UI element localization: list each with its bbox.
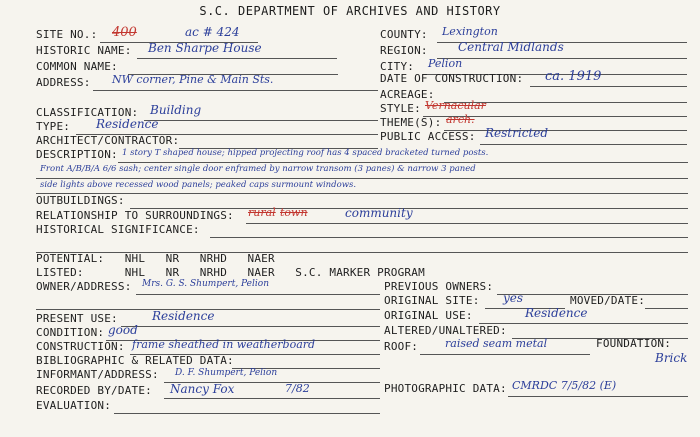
condition-value: good bbox=[108, 323, 138, 337]
public-access-value: Restricted bbox=[485, 126, 549, 140]
bibliographic-label: BIBLIOGRAPHIC & RELATED DATA: bbox=[36, 354, 234, 367]
foundation-label: FOUNDATION: bbox=[596, 337, 672, 350]
moved-date-label: MOVED/DATE: bbox=[570, 294, 646, 307]
region-value: Central Midlands bbox=[458, 40, 564, 54]
listed-label: LISTED: NHL NR NRHD NAER S.C. MARKER PROGRAM bbox=[36, 266, 425, 279]
classification-label: CLASSIFICATION: bbox=[36, 106, 139, 119]
theme-crossed: arch. bbox=[446, 113, 475, 126]
description-label: DESCRIPTION: bbox=[36, 148, 118, 161]
style-label: STYLE: bbox=[380, 102, 421, 115]
present-use-value: Residence bbox=[152, 309, 215, 323]
construction-value: frame sheathed in weatherboard bbox=[132, 338, 316, 351]
style-crossed: Vernacular bbox=[425, 99, 486, 112]
relationship-crossed-rural: rural bbox=[248, 206, 276, 219]
site-no-crossed: 400 bbox=[112, 25, 137, 40]
relationship-line bbox=[246, 223, 688, 224]
relationship-value: community bbox=[345, 206, 413, 220]
evaluation-label: EVALUATION: bbox=[36, 399, 112, 412]
owner-address-value: Mrs. G. S. Shumpert, Pelion bbox=[142, 279, 269, 289]
relationship-label: RELATIONSHIP TO SURROUNDINGS: bbox=[36, 209, 234, 222]
historic-name-value: Ben Sharpe House bbox=[148, 41, 262, 55]
themes-line bbox=[444, 130, 687, 131]
region-line bbox=[437, 58, 687, 59]
page-title: S.C. DEPARTMENT OF ARCHIVES AND HISTORY bbox=[199, 4, 501, 18]
owner-address-label: OWNER/ADDRESS: bbox=[36, 280, 132, 293]
type-value: Residence bbox=[96, 117, 159, 131]
description-line-1 bbox=[118, 162, 688, 163]
original-use-label: ORIGINAL USE: bbox=[384, 309, 473, 322]
recorded-by-value: Nancy Fox bbox=[170, 382, 235, 396]
historic-name-label: HISTORIC NAME: bbox=[36, 44, 132, 57]
description-line-2 bbox=[36, 178, 688, 179]
construction-label: CONSTRUCTION: bbox=[36, 340, 125, 353]
condition-label: CONDITION: bbox=[36, 326, 105, 339]
photographic-data-value: CMRDC 7/5/82 (E) bbox=[512, 379, 617, 392]
classification-value: Building bbox=[150, 103, 202, 117]
description-text-1: 1 story T shaped house; hipped projecting roof has 4 spaced bracketed turned posts. bbox=[122, 148, 489, 158]
informant-value: D. F. Shumpert, Pelion bbox=[175, 368, 278, 378]
evaluation-line bbox=[114, 413, 380, 414]
present-use-label: PRESENT USE: bbox=[36, 312, 118, 325]
site-no-label: SITE NO.: bbox=[36, 28, 98, 41]
city-value: Pelion bbox=[428, 57, 463, 70]
address-label: ADDRESS: bbox=[36, 76, 91, 89]
acreage-label: ACREAGE: bbox=[380, 88, 435, 101]
previous-owners-label: PREVIOUS OWNERS: bbox=[384, 280, 494, 293]
foundation-value: Brick bbox=[655, 351, 688, 365]
relationship-crossed-town: town bbox=[280, 206, 308, 219]
original-use-value: Residence bbox=[525, 306, 588, 320]
moved-date-line bbox=[645, 308, 688, 309]
county-value: Lexington bbox=[442, 25, 498, 38]
recorded-date-value: 7/82 bbox=[285, 382, 310, 395]
classification-line bbox=[144, 120, 378, 121]
photographic-data-line bbox=[508, 396, 688, 397]
recorded-by-line bbox=[164, 398, 380, 399]
region-label: REGION: bbox=[380, 44, 428, 57]
description-text-3: side lights above recessed wood panels; peaked caps surmount windows. bbox=[40, 180, 357, 190]
historical-significance-label: HISTORICAL SIGNIFICANCE: bbox=[36, 223, 200, 236]
original-use-line bbox=[479, 323, 688, 324]
city-label: CITY: bbox=[380, 60, 415, 73]
address-line bbox=[93, 90, 378, 91]
public-access-label: PUBLIC ACCESS: bbox=[380, 130, 476, 143]
roof-line bbox=[420, 354, 590, 355]
date-construction-label: DATE OF CONSTRUCTION: bbox=[380, 72, 524, 85]
roof-label: ROOF: bbox=[384, 340, 419, 353]
address-value: NW corner, Pine & Main Sts. bbox=[112, 73, 274, 86]
informant-label: INFORMANT/ADDRESS: bbox=[36, 368, 159, 381]
description-text-2: Front A/B/B/A 6/6 sash; center single door enframed by narrow transom (3 panes) & narrow 3 paned bbox=[40, 164, 476, 174]
date-construction-value: ca. 1919 bbox=[545, 69, 602, 84]
original-site-label: ORIGINAL SITE: bbox=[384, 294, 480, 307]
photographic-data-label: PHOTOGRAPHIC DATA: bbox=[384, 382, 507, 395]
present-use-line bbox=[121, 326, 380, 327]
site-no-ac: ac # 424 bbox=[185, 25, 240, 39]
original-site-value: yes bbox=[503, 291, 524, 305]
date-construction-line bbox=[530, 86, 687, 87]
common-name-label: COMMON NAME: bbox=[36, 60, 118, 73]
owner-address-line bbox=[136, 294, 380, 295]
outbuildings-label: OUTBUILDINGS: bbox=[36, 194, 125, 207]
roof-value: raised seam metal bbox=[445, 337, 548, 350]
architect-label: ARCHITECT/CONTRACTOR: bbox=[36, 134, 180, 147]
altered-label: ALTERED/UNALTERED: bbox=[384, 324, 507, 337]
potential-label: POTENTIAL: NHL NR NRHD NAER bbox=[36, 252, 275, 265]
recorded-by-label: RECORDED BY/DATE: bbox=[36, 384, 152, 397]
themes-label: THEME(S): bbox=[380, 116, 442, 129]
historical-significance-line bbox=[210, 237, 688, 238]
historic-name-line bbox=[137, 58, 337, 59]
type-label: TYPE: bbox=[36, 120, 71, 133]
county-label: COUNTY: bbox=[380, 28, 428, 41]
public-access-line bbox=[480, 144, 687, 145]
description-line-3 bbox=[36, 193, 688, 194]
